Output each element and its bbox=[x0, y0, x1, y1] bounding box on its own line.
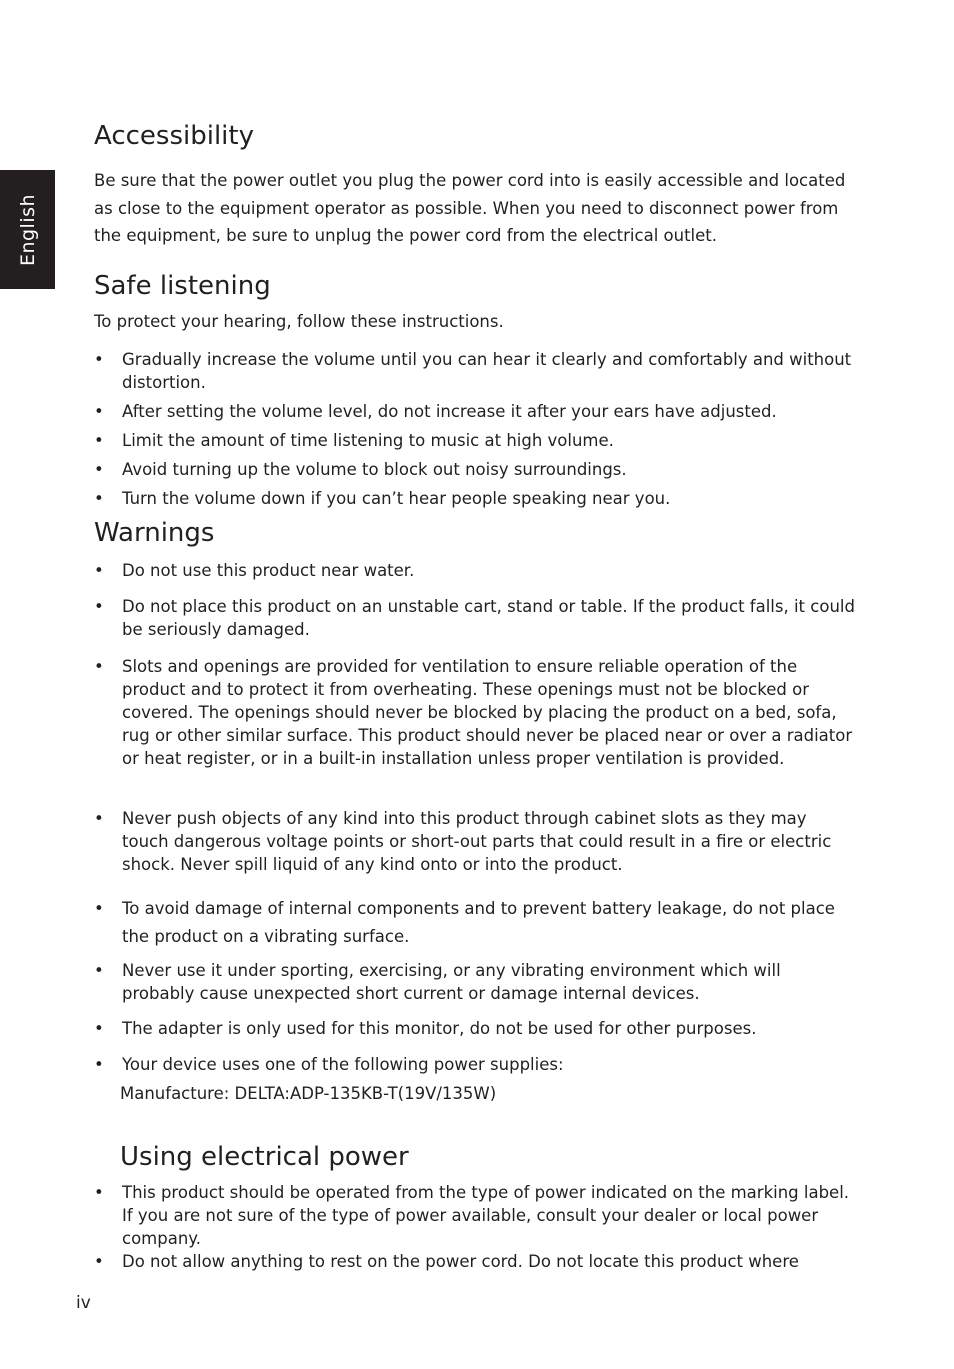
list-item: • To avoid damage of internal components and to prevent battery leakage, do not place the product on a vibrating surface. bbox=[94, 895, 857, 951]
accessibility-body: Be sure that the power outlet you plug the power cord into is easily accessible and located as close to the equipment operator as possible. When you need to disconnect power from the equipment, be sure to unplug the power cord from the electrical outlet. bbox=[94, 171, 846, 245]
list-item: • Do not place this product on an unstable cart, stand or table. If the product falls, it could be seriously damaged. bbox=[94, 595, 857, 641]
list-item: • Turn the volume down if you can’t hear people speaking near you. bbox=[94, 487, 857, 510]
accessibility-heading: Accessibility bbox=[94, 121, 254, 151]
list-item: • Your device uses one of the following power supplies: Manufacture: DELTA:ADP-135KB-T(19V/135W) bbox=[94, 1053, 857, 1105]
list-item: • This product should be operated from the type of power indicated on the marking label. If you are not sure of the type of power available, consult your dealer or local power company. bbox=[94, 1181, 857, 1250]
list-item: • Never use it under sporting, exercising, or any vibrating environment which will probably cause unexpected short current or damage internal devices. bbox=[94, 959, 857, 1005]
list-item: • The adapter is only used for this monitor, do not be used for other purposes. bbox=[94, 1017, 857, 1040]
list-item: • Slots and openings are provided for ventilation to ensure reliable operation of the product and to protect it from overheating. These openings must not be blocked or covered. The openings should never be blocked by placing the product on a bed, sofa, rug or other similar surface. This product should never be placed near or over a radiator or heat register, or in a built-in installation unless proper ventilation is provided. bbox=[94, 655, 857, 770]
safe-listening-intro: To protect your hearing, follow these instructions. bbox=[94, 312, 504, 331]
list-item: • Avoid turning up the volume to block out noisy surroundings. bbox=[94, 458, 857, 481]
page-number: iv bbox=[76, 1293, 91, 1313]
power-supply-note: Manufacture: DELTA:ADP-135KB-T(19V/135W) bbox=[120, 1084, 497, 1103]
list-item: • After setting the volume level, do not increase it after your ears have adjusted. bbox=[94, 400, 857, 423]
list-item: • Never push objects of any kind into this product through cabinet slots as they may touch dangerous voltage points or short-out parts that could result in a fire or electric shock. Never spill liquid of any kind onto or into the product. bbox=[94, 807, 857, 876]
language-tab bbox=[0, 170, 55, 289]
list-item: • Limit the amount of time listening to music at high volume. bbox=[94, 429, 857, 452]
electrical-power-heading: Using electrical power bbox=[120, 1142, 409, 1172]
list-item: • Do not use this product near water. bbox=[94, 559, 857, 582]
safe-listening-heading: Safe listening bbox=[94, 271, 271, 301]
list-item: • Do not allow anything to rest on the power cord. Do not locate this product where bbox=[94, 1250, 857, 1273]
language-tab-label: English bbox=[16, 193, 39, 266]
warnings-heading: Warnings bbox=[94, 518, 215, 548]
list-item: • Gradually increase the volume until you can hear it clearly and comfortably and without distortion. bbox=[94, 348, 857, 394]
